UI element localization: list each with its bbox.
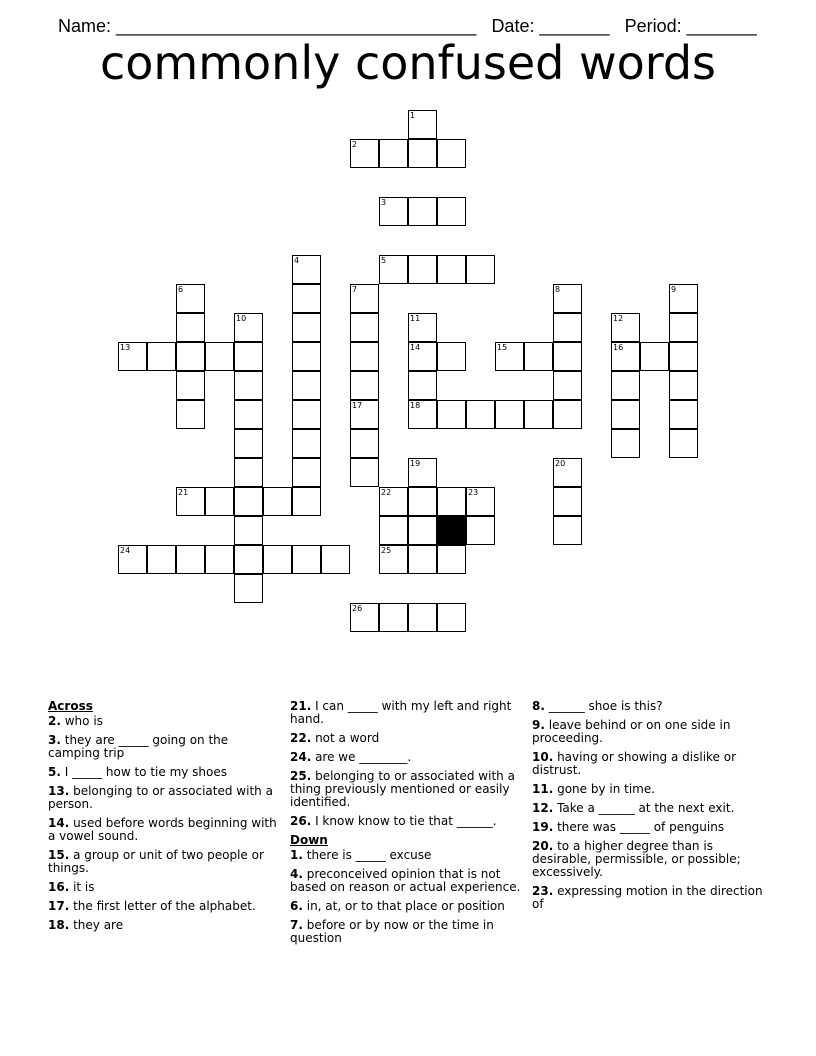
grid-cell[interactable] [350, 458, 379, 487]
clue-number: 19 [410, 459, 421, 468]
grid-cell[interactable] [669, 284, 698, 313]
clue-number: 2. [48, 714, 61, 728]
grid-cell[interactable] [292, 545, 321, 574]
grid-cell[interactable] [350, 371, 379, 400]
date-field[interactable]: Date: _______ [491, 16, 610, 36]
clue-item [290, 700, 522, 726]
grid-cell[interactable] [611, 429, 640, 458]
clue-number: 26 [352, 604, 363, 613]
grid-cell[interactable] [553, 400, 582, 429]
grid-cell[interactable] [147, 342, 176, 371]
clue-text: used before words beginning with a vowel sound. [48, 816, 277, 843]
grid-cell[interactable] [350, 139, 379, 168]
clue-number: 21 [178, 488, 189, 497]
grid-cell[interactable] [379, 603, 408, 632]
grid-cell[interactable] [408, 197, 437, 226]
clue-number: 14. [48, 816, 70, 830]
clue-text: I _____ how to tie my shoes [60, 765, 228, 779]
clue-number: 10 [236, 314, 247, 323]
grid-cell[interactable] [234, 487, 263, 516]
grid-cell[interactable] [408, 603, 437, 632]
grid-cell[interactable] [611, 342, 640, 371]
grid-cell[interactable] [669, 400, 698, 429]
clue-number: 5. [48, 765, 61, 779]
grid-cell[interactable] [553, 516, 582, 545]
clue-text: the first letter of the alphabet. [69, 899, 256, 913]
clue-number: 5 [381, 256, 387, 265]
grid-cell[interactable] [379, 545, 408, 574]
grid-cell[interactable] [176, 313, 205, 342]
clue-number: 24. [290, 750, 312, 764]
clue-item [48, 785, 280, 811]
grid-cell[interactable] [437, 603, 466, 632]
grid-cell[interactable] [292, 342, 321, 371]
grid-cell[interactable] [263, 487, 292, 516]
clue-number: 15 [497, 343, 508, 352]
grid-cell[interactable] [118, 342, 147, 371]
grid-cell[interactable] [350, 400, 379, 429]
grid-cell[interactable] [669, 371, 698, 400]
grid-cell[interactable] [292, 313, 321, 342]
clue-item [48, 919, 280, 932]
grid-cell[interactable] [234, 342, 263, 371]
clues-column-2 [290, 700, 522, 951]
clue-text: expressing motion in the direction of [532, 884, 763, 911]
grid-cell[interactable] [408, 516, 437, 545]
grid-cell[interactable] [408, 458, 437, 487]
clue-number: 10. [532, 750, 554, 764]
clue-item [290, 815, 522, 828]
clue-number: 22 [381, 488, 392, 497]
clue-item [290, 919, 522, 945]
grid-cell[interactable] [263, 545, 292, 574]
clue-item [532, 751, 764, 777]
clue-number: 25 [381, 546, 392, 555]
grid-cell[interactable] [408, 110, 437, 139]
grid-cell[interactable] [495, 342, 524, 371]
clue-number: 8. [532, 699, 545, 713]
grid-cell[interactable] [408, 371, 437, 400]
grid-cell[interactable] [234, 400, 263, 429]
clue-number: 23. [532, 884, 554, 898]
grid-cell[interactable] [176, 400, 205, 429]
clue-text: belonging to or associated with a person. [48, 784, 273, 811]
clue-number: 25. [290, 769, 312, 783]
clue-number: 7 [352, 285, 358, 294]
clue-item [290, 868, 522, 894]
clue-item [48, 734, 280, 760]
grid-cell[interactable] [292, 255, 321, 284]
clue-item [290, 732, 522, 745]
grid-cell[interactable] [292, 458, 321, 487]
clue-text: there is _____ excuse [302, 848, 432, 862]
grid-cell[interactable] [379, 197, 408, 226]
grid-cell[interactable] [553, 458, 582, 487]
clue-item [532, 840, 764, 879]
clue-number: 19. [532, 820, 554, 834]
clue-number: 16 [613, 343, 624, 352]
clue-number: 15. [48, 848, 70, 862]
grid-cell[interactable] [321, 545, 350, 574]
grid-cell[interactable] [553, 487, 582, 516]
clue-number: 2 [352, 140, 358, 149]
clue-item [48, 715, 280, 728]
clue-number: 18 [410, 401, 421, 410]
grid-cell[interactable] [408, 400, 437, 429]
grid-cell[interactable] [118, 545, 147, 574]
clue-text: they are _____ going on the camping trip [48, 733, 229, 760]
grid-cell[interactable] [611, 371, 640, 400]
grid-cell[interactable] [350, 342, 379, 371]
grid-cell[interactable] [292, 371, 321, 400]
clue-text: to a higher degree than is desirable, permissible, or possible; excessively. [532, 839, 741, 879]
grid-cell[interactable] [176, 487, 205, 516]
grid-cell[interactable] [553, 284, 582, 313]
clue-text: are we ________. [311, 750, 412, 764]
grid-cell[interactable] [234, 458, 263, 487]
grid-cell[interactable] [437, 139, 466, 168]
clue-text: I can _____ with my left and right hand. [290, 699, 512, 726]
clue-number: 3. [48, 733, 61, 747]
grid-cell[interactable] [176, 371, 205, 400]
clue-number: 21. [290, 699, 312, 713]
grid-cell[interactable] [437, 545, 466, 574]
clue-item [48, 881, 280, 894]
clue-number: 13. [48, 784, 70, 798]
grid-cell[interactable] [292, 487, 321, 516]
clues-column-3 [532, 700, 764, 917]
grid-cell[interactable] [379, 516, 408, 545]
down-heading: Down [290, 833, 328, 847]
clue-item [290, 770, 522, 809]
grid-cell[interactable] [205, 342, 234, 371]
clue-number: 13 [120, 343, 131, 352]
grid-cell[interactable] [379, 139, 408, 168]
clue-text: in, at, or to that place or position [302, 899, 505, 913]
clue-number: 4 [294, 256, 300, 265]
grid-cell[interactable] [553, 313, 582, 342]
blocked-cell [437, 516, 466, 545]
grid-cell[interactable] [176, 284, 205, 313]
clue-text: I know know to tie that ______. [311, 814, 497, 828]
grid-cell[interactable] [437, 342, 466, 371]
clue-number: 11 [410, 314, 421, 323]
clue-text: before or by now or the time in question [290, 918, 494, 945]
grid-cell[interactable] [524, 400, 553, 429]
clue-item [290, 900, 522, 913]
clue-text: having or showing a dislike or distrust. [532, 750, 737, 777]
grid-cell[interactable] [292, 400, 321, 429]
grid-cell[interactable] [437, 197, 466, 226]
clue-number: 9 [671, 285, 677, 294]
clue-number: 11. [532, 782, 554, 796]
clue-number: 17 [352, 401, 363, 410]
period-field[interactable]: Period: _______ [624, 16, 757, 36]
grid-cell[interactable] [408, 487, 437, 516]
clue-item [290, 849, 522, 862]
clue-number: 26. [290, 814, 312, 828]
clue-number: 22. [290, 731, 312, 745]
grid-cell[interactable] [292, 429, 321, 458]
grid-cell[interactable] [437, 400, 466, 429]
clue-text: leave behind or on one side in proceeding. [532, 718, 731, 745]
clue-number: 6 [178, 285, 184, 294]
grid-cell[interactable] [466, 487, 495, 516]
grid-cell[interactable] [466, 255, 495, 284]
grid-cell[interactable] [205, 545, 234, 574]
clue-number: 6. [290, 899, 303, 913]
grid-cell[interactable] [205, 487, 234, 516]
grid-cell[interactable] [553, 371, 582, 400]
clue-text: it is [69, 880, 95, 894]
grid-cell[interactable] [669, 313, 698, 342]
grid-cell[interactable] [176, 342, 205, 371]
clue-number: 24 [120, 546, 131, 555]
grid-cell[interactable] [350, 429, 379, 458]
across-heading: Across [48, 699, 93, 713]
clue-text: belonging to or associated with a thing previously mentioned or easily identified. [290, 769, 515, 809]
clue-text: who is [60, 714, 103, 728]
grid-cell[interactable] [408, 139, 437, 168]
clue-number: 14 [410, 343, 421, 352]
clue-item [532, 719, 764, 745]
clue-number: 1. [290, 848, 303, 862]
clue-number: 12. [532, 801, 554, 815]
clue-item [48, 900, 280, 913]
clue-number: 18. [48, 918, 70, 932]
clue-item [48, 849, 280, 875]
clue-text: not a word [311, 731, 380, 745]
clue-item [532, 821, 764, 834]
grid-cell[interactable] [408, 545, 437, 574]
clue-item [532, 885, 764, 911]
grid-cell[interactable] [379, 255, 408, 284]
grid-cell[interactable] [234, 516, 263, 545]
grid-cell[interactable] [408, 255, 437, 284]
grid-cell[interactable] [640, 342, 669, 371]
grid-cell[interactable] [669, 342, 698, 371]
grid-cell[interactable] [234, 429, 263, 458]
clue-number: 7. [290, 918, 303, 932]
grid-cell[interactable] [437, 487, 466, 516]
clue-number: 1 [410, 111, 416, 120]
clue-text: Take a ______ at the next exit. [553, 801, 735, 815]
clue-number: 4. [290, 867, 303, 881]
clue-item [532, 700, 764, 713]
clues-column-1 [48, 700, 280, 938]
clue-number: 23 [468, 488, 479, 497]
clue-number: 20. [532, 839, 554, 853]
grid-cell[interactable] [292, 284, 321, 313]
clue-text: they are [69, 918, 124, 932]
clue-number: 16. [48, 880, 70, 894]
clue-text: there was _____ of penguins [553, 820, 725, 834]
clue-item [290, 751, 522, 764]
grid-cell[interactable] [669, 429, 698, 458]
clue-item [532, 783, 764, 796]
clue-number: 20 [555, 459, 566, 468]
name-field[interactable]: Name: ____________________________________ [58, 16, 477, 36]
grid-cell[interactable] [611, 400, 640, 429]
clue-number: 17. [48, 899, 70, 913]
grid-cell[interactable] [495, 400, 524, 429]
grid-cell[interactable] [234, 574, 263, 603]
grid-cell[interactable] [466, 400, 495, 429]
grid-cell[interactable] [408, 313, 437, 342]
grid-cell[interactable] [350, 284, 379, 313]
grid-cell[interactable] [408, 342, 437, 371]
grid-cell[interactable] [437, 255, 466, 284]
grid-cell[interactable] [147, 545, 176, 574]
clue-text: a group or unit of two people or things. [48, 848, 264, 875]
clue-text: preconceived opinion that is not based on reason or actual experience. [290, 867, 521, 894]
clue-number: 8 [555, 285, 561, 294]
clue-item [532, 802, 764, 815]
grid-cell[interactable] [611, 313, 640, 342]
clue-number: 3 [381, 198, 387, 207]
clue-text: gone by in time. [553, 782, 656, 796]
clue-number: 12 [613, 314, 624, 323]
grid-cell[interactable] [350, 603, 379, 632]
grid-cell[interactable] [234, 545, 263, 574]
grid-cell[interactable] [350, 313, 379, 342]
grid-cell[interactable] [176, 545, 205, 574]
grid-cell[interactable] [379, 487, 408, 516]
grid-cell[interactable] [524, 342, 553, 371]
grid-cell[interactable] [234, 371, 263, 400]
clue-number: 9. [532, 718, 545, 732]
grid-cell[interactable] [234, 313, 263, 342]
clue-item [48, 817, 280, 843]
clue-text: ______ shoe is this? [544, 699, 663, 713]
clue-item [48, 766, 280, 779]
grid-cell[interactable] [553, 342, 582, 371]
page-title: commonly confused words [99, 36, 717, 90]
grid-cell[interactable] [466, 516, 495, 545]
